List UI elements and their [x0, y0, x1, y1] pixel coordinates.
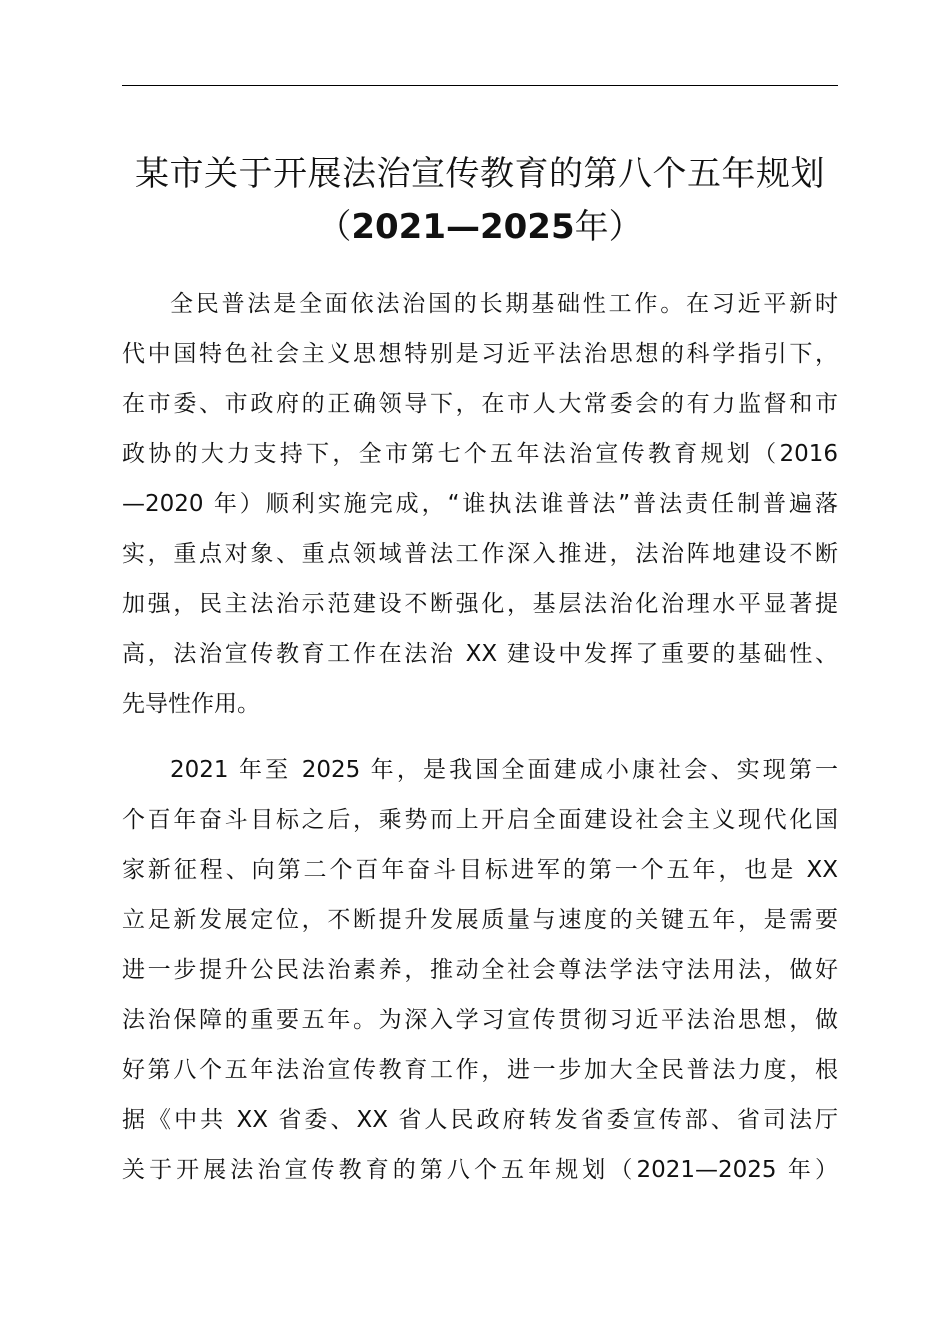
- paragraph-line: 进一步提升公民法治素养，推动全社会尊法学法守法用法，做好: [122, 957, 838, 983]
- header-rule: [122, 85, 838, 86]
- paragraph-line: 家新征程、向第二个百年奋斗目标进军的第一个五年，也是 XX: [122, 857, 838, 883]
- paragraph-line: 法治保障的重要五年。为深入学习宣传贯彻习近平法治思想，做: [122, 1007, 838, 1033]
- paragraph-line: 高，法治宣传教育工作在法治 XX 建设中发挥了重要的基础性、: [122, 641, 838, 667]
- paragraph-line: 2021 年至 2025 年，是我国全面建成小康社会、实现第一: [170, 757, 838, 783]
- document-title: [100, 150, 860, 252]
- paragraph-line: 据《中共 XX 省委、XX 省人民政府转发省委宣传部、省司法厅: [122, 1107, 838, 1133]
- document-body: [122, 279, 838, 1195]
- paragraph-1: [122, 279, 838, 729]
- paragraph-line: 实，重点对象、重点领域普法工作深入推进，法治阵地建设不断: [122, 541, 838, 567]
- title-year-range: 2021—2025: [351, 207, 575, 247]
- paragraph-line: 先导性作用。: [122, 691, 260, 717]
- paragraph-line: 立足新发展定位，不断提升发展质量与速度的关键五年，是需要: [122, 907, 838, 933]
- paragraph-line: 全民普法是全面依法治国的长期基础性工作。在习近平新时: [170, 291, 838, 317]
- paragraph-line: —2020 年）顺利实施完成，“谁执法谁普法”普法责任制普遍落: [122, 491, 838, 517]
- paragraph-line: 代中国特色社会主义思想特别是习近平法治思想的科学指引下，: [122, 341, 838, 367]
- paragraph-2: [122, 745, 838, 1195]
- paragraph-line: 好第八个五年法治宣传教育工作，进一步加大全民普法力度，根: [122, 1057, 838, 1083]
- paragraph-line: 在市委、市政府的正确领导下，在市人大常委会的有力监督和市: [122, 391, 838, 417]
- paragraph-line: 加强，民主法治示范建设不断强化，基层法治化治理水平显著提: [122, 591, 838, 617]
- paragraph-line: 关于开展法治宣传教育的第八个五年规划（2021—2025 年）: [122, 1157, 838, 1183]
- paragraph-gap: [122, 729, 838, 745]
- title-years: [100, 202, 860, 252]
- title-close: 年）: [574, 207, 643, 247]
- title-open-paren: （: [317, 207, 352, 247]
- paragraph-line: 政协的大力支持下，全市第七个五年法治宣传教育规划（2016: [122, 441, 838, 467]
- paragraph-line: 个百年奋斗目标之后，乘势而上开启全面建设社会主义现代化国: [122, 807, 838, 833]
- title-main: 某市关于开展法治宣传教育的第八个五年规划: [135, 154, 825, 194]
